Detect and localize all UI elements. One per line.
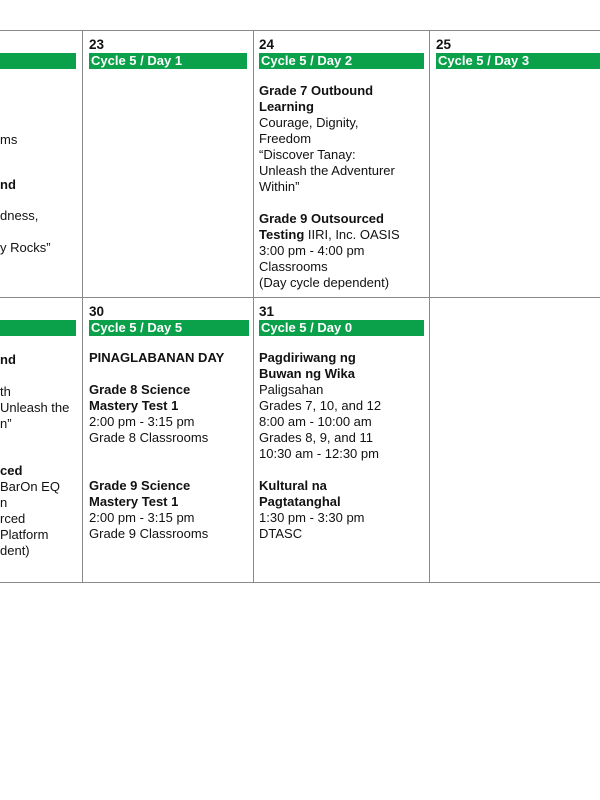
event-partial-text: Unleash the (0, 400, 70, 415)
cycle-bar-partial (0, 53, 76, 69)
event-detail: Grades 8, 9, and 11 (259, 430, 373, 445)
event-detail: Freedom (259, 131, 312, 146)
grid-line-col3 (429, 30, 430, 583)
cycle-label: Cycle 5 / Day 1 (89, 53, 247, 69)
event-partial-text: n (0, 495, 8, 510)
day-number: 25 (436, 37, 452, 52)
calendar-cell-empty (436, 298, 600, 582)
event-item (89, 350, 249, 366)
calendar-cell-day-25[interactable] (436, 31, 600, 297)
event-list (89, 350, 249, 542)
event-detail: Within” (259, 179, 300, 194)
grid-line-bottom (0, 582, 600, 583)
event-detail: (Day cycle dependent) (259, 275, 390, 290)
event-title: Testing (259, 227, 305, 242)
event-partial-title-2: ced (0, 463, 23, 478)
event-title: PINAGLABANAN DAY (89, 350, 225, 365)
grid-line-col2 (253, 30, 254, 583)
event-partial-text: rced (0, 511, 26, 526)
day-number: 31 (259, 304, 275, 319)
event-item (259, 211, 424, 291)
event-title: Pagdiriwang ng (259, 350, 356, 365)
cycle-label: Cycle 5 / Day 3 (436, 53, 600, 69)
grid-line-col1 (82, 30, 83, 583)
event-partial-text-2b: y Rocks” (0, 240, 51, 255)
event-title: Grade 9 Outsourced (259, 211, 384, 226)
event-title: Kultural na (259, 478, 327, 493)
calendar-cell-day-23[interactable] (89, 31, 247, 297)
event-detail: Grades 7, 10, and 12 (259, 398, 382, 413)
event-item (259, 350, 424, 462)
event-detail: “Discover Tanay: (259, 147, 356, 162)
calendar-cell-partial (0, 31, 82, 297)
event-item (89, 478, 249, 542)
event-partial-text: n” (0, 416, 12, 431)
day-number: 30 (89, 304, 105, 319)
event-title: Grade 8 Science (89, 382, 191, 397)
cycle-label: Cycle 5 / Day 5 (89, 320, 249, 336)
event-title-line (259, 227, 424, 243)
event-detail: DTASC (259, 526, 303, 541)
event-title: Learning (259, 99, 314, 114)
day-number: 24 (259, 37, 275, 52)
event-partial-title-2: nd (0, 177, 16, 192)
event-item (259, 478, 424, 542)
event-detail: Grade 9 Classrooms (89, 526, 209, 541)
event-partial-text: th (0, 384, 11, 399)
event-detail: 2:00 pm - 3:15 pm (89, 510, 195, 525)
cycle-bar-partial (0, 320, 76, 336)
event-detail: 1:30 pm - 3:30 pm (259, 510, 365, 525)
event-detail: 8:00 am - 10:00 am (259, 414, 372, 429)
event-item (259, 83, 424, 195)
cycle-label: Cycle 5 / Day 2 (259, 53, 424, 69)
event-partial-text: BarOn EQ (0, 479, 60, 494)
event-detail: Paligsahan (259, 382, 324, 397)
event-detail: 3:00 pm - 4:00 pm (259, 243, 365, 258)
event-partial-text: dent) (0, 543, 30, 558)
event-detail: 2:00 pm - 3:15 pm (89, 414, 195, 429)
event-detail: Classrooms (259, 259, 328, 274)
calendar-cell-day-31[interactable] (259, 298, 424, 582)
event-list (259, 350, 424, 542)
event-item (89, 382, 249, 446)
event-detail: 10:30 am - 12:30 pm (259, 446, 379, 461)
event-partial-title-1: nd (0, 352, 16, 367)
event-list (259, 83, 424, 291)
calendar-cell-day-24[interactable] (259, 31, 424, 297)
event-title: Pagtatanghal (259, 494, 341, 509)
event-detail: Unleash the Adventurer (259, 163, 395, 178)
event-detail: Grade 8 Classrooms (89, 430, 209, 445)
event-partial-text: Platform (0, 527, 49, 542)
event-title: Mastery Test 1 (89, 494, 179, 509)
day-number: 23 (89, 37, 105, 52)
event-detail: IIRI, Inc. OASIS (304, 227, 400, 242)
event-title: Grade 7 Outbound (259, 83, 374, 98)
cycle-label: Cycle 5 / Day 0 (259, 320, 424, 336)
calendar-cell-partial-row2 (0, 298, 82, 582)
event-partial-text-1: ms (0, 132, 18, 147)
calendar-cell-day-30[interactable] (89, 298, 249, 582)
event-detail: Courage, Dignity, (259, 115, 359, 130)
event-partial-text-2a: dness, (0, 208, 39, 223)
event-title: Buwan ng Wika (259, 366, 355, 381)
event-title: Grade 9 Science (89, 478, 191, 493)
event-title: Mastery Test 1 (89, 398, 179, 413)
